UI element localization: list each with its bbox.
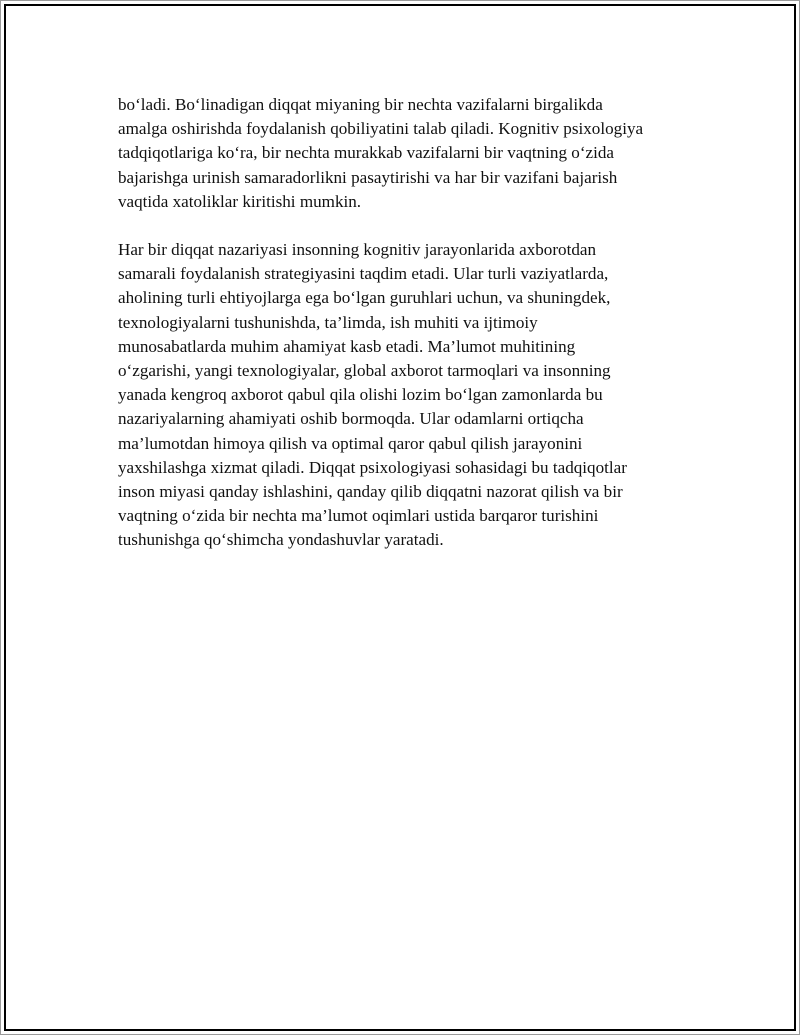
text-line: bajarishga urinish samaradorlikni pasaytirishi va har bir vazifani bajarish (118, 167, 618, 187)
text-line: samarali foydalanish strategiyasini taqdim etadi. Ular turli vaziyatlarda, (118, 264, 609, 284)
paragraph-spacer (118, 214, 708, 238)
text-line: texnologiyalarni tushunishda, ta’limda, ish muhiti va ijtimoiy (118, 312, 538, 332)
paragraph-1 (118, 93, 708, 214)
text-line: tadqiqotlariga ko‘ra, bir nechta murakkab vazifalarni bir vaqtning o‘zida (118, 143, 614, 163)
text-line: munosabatlarda muhim ahamiyat kasb etadi. Ma’lumot muhitining (118, 336, 576, 356)
paragraph-2 (118, 238, 708, 553)
text-line: yanada kengroq axborot qabul qila olishi lozim bo‘lgan zamonlarda bu (118, 385, 603, 405)
text-line: amalga oshirishda foydalanish qobiliyatini talab qiladi. Kognitiv psixologiya (118, 119, 644, 139)
text-line: tushunishga qo‘shimcha yondashuvlar yaratadi. (118, 530, 444, 550)
text-line: o‘zgarishi, yangi texnologiyalar, global axborot tarmoqlari va insonning (118, 361, 611, 381)
text-line: vaqtning o‘zida bir nechta ma’lumot oqimlari ustida barqaror turishini (118, 506, 599, 526)
text-line: ma’lumotdan himoya qilish va optimal qaror qabul qilish jarayonini (118, 433, 583, 453)
text-line: vaqtida xatoliklar kiritishi mumkin. (118, 191, 362, 211)
text-line: inson miyasi qanday ishlashini, qanday qilib diqqatni nazorat qilish va bir (118, 482, 623, 502)
document-body (118, 93, 708, 553)
text-line: bo‘ladi. Bo‘linadigan diqqat miyaning bir nechta vazifalarni birgalikda (118, 95, 603, 114)
text-line: nazariyalarning ahamiyati oshib bormoqda. Ular odamlarni ortiqcha (118, 409, 584, 429)
text-line: aholining turli ehtiyojlarga ega bo‘lgan guruhlari uchun, va shuningdek, (118, 288, 611, 308)
text-line: Har bir diqqat nazariyasi insonning kognitiv jarayonlarida axborotdan (118, 240, 597, 260)
text-line: yaxshilashga xizmat qiladi. Diqqat psixologiyasi sohasidagi bu tadqiqotlar (118, 457, 627, 477)
